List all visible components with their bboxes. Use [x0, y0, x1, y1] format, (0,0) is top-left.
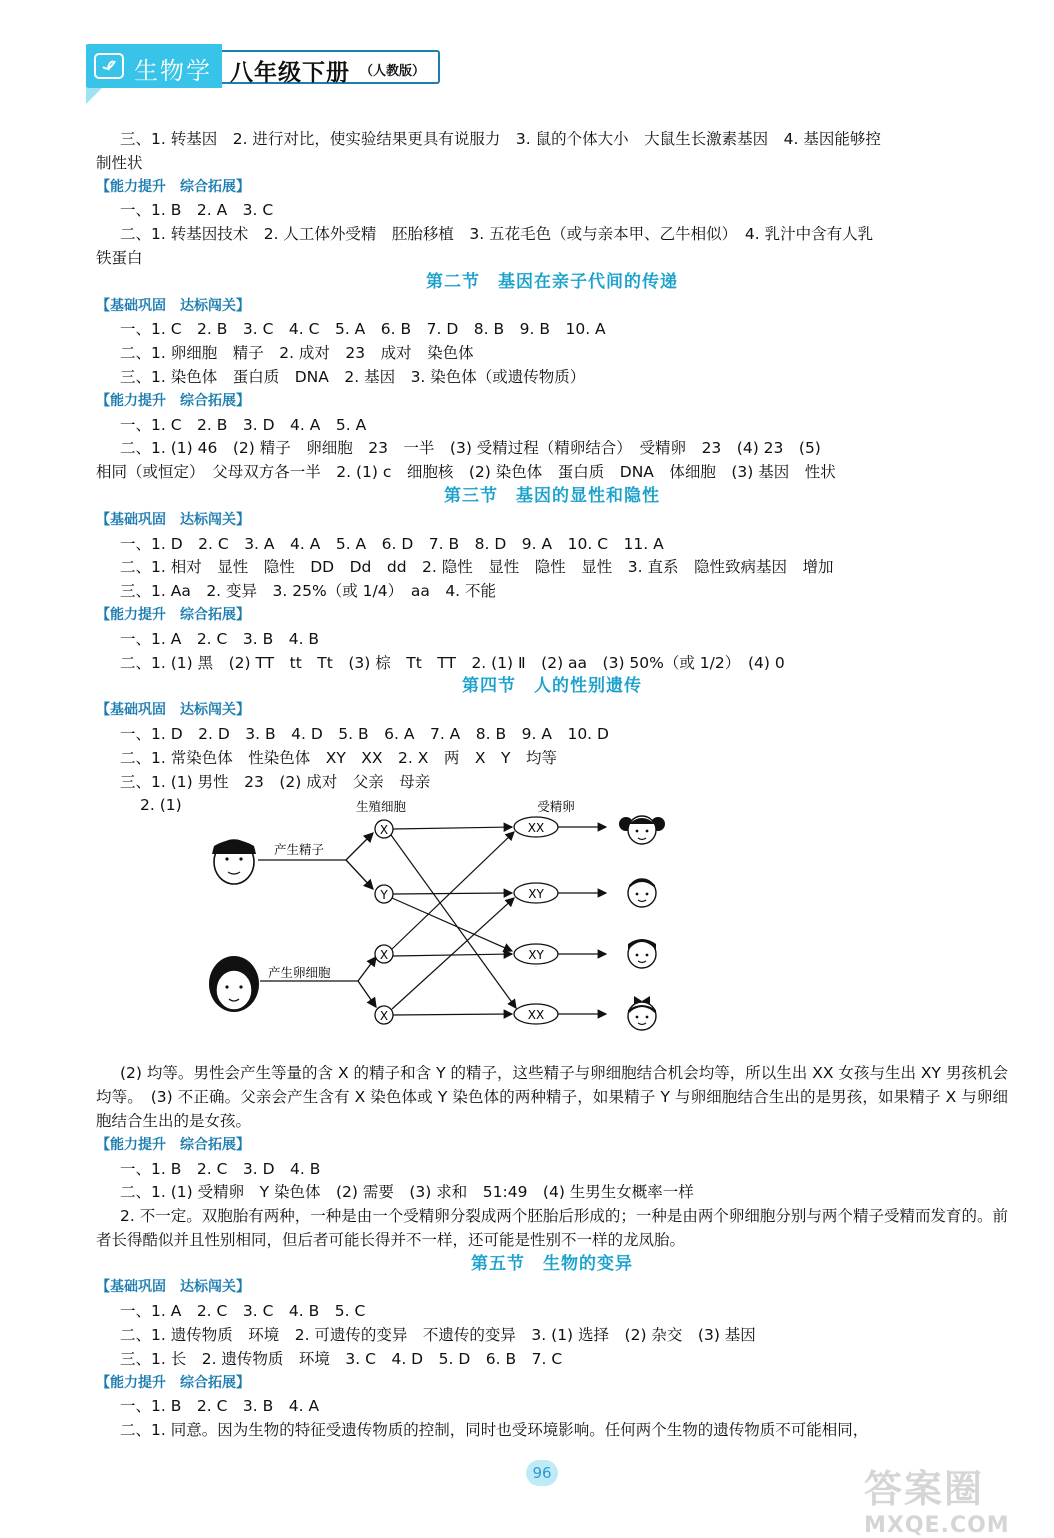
answer-line: 二、1. 转基因技术 2. 人工体外受精 胚胎移植 3. 五花毛色（或与亲本甲、乙牛相似） 4. 乳汁中含有人乳 [120, 225, 874, 244]
section-title: 第三节 基因的显性和隐性 [444, 485, 660, 506]
edition-label: （人教版） [360, 64, 426, 79]
zygote-label: XX [527, 821, 545, 836]
page-number: 96 [526, 1460, 558, 1486]
zygote-xy [514, 944, 558, 964]
answer-line: 三、1. 长 2. 遗传物质 环境 3. C 4. D 5. D 6. B 7. C [120, 1349, 563, 1368]
subject-title: 生物学 [134, 57, 212, 85]
germ-label: Y [380, 888, 388, 903]
germ-cell-sperm-y [375, 885, 393, 903]
answer-line: 铁蛋白 [96, 248, 143, 267]
answer-line: 二、1. (1) 黑 (2) TT tt Tt (3) 棕 Tt TT 2. (1) Ⅱ (2) aa (3) 50%（或 1/2） (4) 0 [120, 653, 785, 672]
answer-line: 二、1. (1) 受精卵 Y 染色体 (2) 需要 (3) 求和 51:49 (4) 生男生女概率一样 [120, 1183, 694, 1202]
zygote-label: XX [527, 1008, 545, 1023]
answer-line: 相同（或恒定） 父母双方各一半 2. (1) c 细胞核 (2) 染色体 蛋白质 DNA 体细胞 (3) 基因 性状 [96, 463, 836, 482]
col-zygote-header: 受精卵 [537, 799, 575, 815]
practice-tag: 【能力提升 综合拓展】 [96, 392, 250, 409]
zygote-label: XY [528, 948, 544, 963]
practice-tag: 【能力提升 综合拓展】 [96, 178, 250, 195]
answer-line: 一、1. A 2. C 3. B 4. B [120, 629, 320, 648]
answer-line: 一、1. D 2. D 3. B 4. D 5. B 6. A 7. A 8. B 9. A 10. D [120, 724, 609, 743]
answer-line: 二、1. 同意。因为生物的特征受遗传物质的控制，同时也受环境影响。任何两个生物的遗传物质不可能相同， [120, 1421, 869, 1440]
boy-face-icon [628, 939, 656, 968]
girl-face-icon [619, 816, 665, 844]
germ-cell-sperm-x [375, 820, 393, 838]
sex-inheritance-diagram [96, 794, 1008, 1062]
answer-paragraph: (2) 均等。男性会产生等量的含 X 的精子和含 Y 的精子，这些精子与卵细胞结合机会均等，所以生出 XX 女孩与生出 XY 男孩机会均等。 (3) 不正确。父亲会产生含有 X 染色体或 Y 染色体的两种精子，如果精子 Y 与卵细胞结合生出的是男孩，如果精子 X 与卵细胞结合生出的是女孩。 [96, 1064, 1008, 1130]
answer-line: 二、1. 相对 显性 隐性 DD Dd dd 2. 隐性 显性 隐性 显性 3. 直系 隐性致病基因 增加 [120, 558, 834, 577]
answer-line: 一、1. A 2. C 3. C 4. B 5. C [120, 1302, 366, 1321]
answer-line: 一、1. B 2. C 3. D 4. B [120, 1159, 321, 1178]
section-title: 第五节 生物的变异 [471, 1253, 633, 1274]
answer-line: 二、1. (1) 46 (2) 精子 卵细胞 23 一半 (3) 受精过程（精卵结合） 受精卵 23 (4) 23 (5) [120, 439, 821, 458]
father-face-icon [212, 840, 256, 884]
answer-line: 一、1. C 2. B 3. D 4. A 5. A [120, 415, 367, 434]
answer-line: 三、1. Aa 2. 变异 3. 25%（或 1/4） aa 4. 不能 [120, 582, 497, 601]
banner-tail [86, 88, 102, 104]
zygote-xx [514, 1004, 558, 1024]
watermark-text: 答案圈 [864, 1467, 985, 1511]
diagram-svg [96, 794, 696, 1062]
zygote-label: XY [528, 887, 544, 902]
answer-content [96, 128, 1008, 1443]
answer-line: 二、1. 遗传物质 环境 2. 可遗传的变异 不遗传的变异 3. (1) 选择 (2) 杂交 (3) 基因 [120, 1326, 756, 1345]
diagram-label: 2. (1) [140, 796, 182, 815]
answer-line: 一、1. B 2. C 3. B 4. A [120, 1397, 320, 1416]
zygote-xx [514, 817, 558, 837]
practice-tag: 【基础巩固 达标闯关】 [96, 702, 250, 719]
book-header [86, 44, 446, 106]
germ-label: X [379, 948, 389, 963]
answer-line: 一、1. B 2. A 3. C [120, 201, 274, 220]
answer-line: 一、1. D 2. C 3. A 4. A 5. A 6. D 7. B 8. D 9. A 10. C 11. A [120, 534, 664, 553]
father-label: 产生精子 [274, 842, 325, 858]
answer-line: 一、1. C 2. B 3. C 4. C 5. A 6. B 7. D 8. B 9. B 10. A [120, 320, 606, 339]
watermark-logo [864, 1458, 1024, 1538]
practice-tag: 【能力提升 综合拓展】 [96, 606, 250, 623]
answer-line: 制性状 [96, 153, 143, 172]
col-germ-header: 生殖细胞 [355, 799, 407, 815]
leaf-icon [94, 53, 124, 79]
germ-cell-egg-x2 [375, 1006, 393, 1024]
mother-face-icon [209, 956, 259, 1012]
grade-label: 八年级下册 [230, 60, 350, 86]
practice-tag: 【能力提升 综合拓展】 [96, 1374, 250, 1391]
answer-line: 三、1. 染色体 蛋白质 DNA 2. 基因 3. 染色体（或遗传物质） [120, 367, 586, 386]
answer-line: 二、1. 常染色体 性染色体 XY XX 2. X 两 X Y 均等 [120, 748, 557, 767]
practice-tag: 【基础巩固 达标闯关】 [96, 511, 250, 528]
mother-label: 产生卵细胞 [268, 965, 331, 981]
germ-cell-egg-x1 [375, 945, 393, 963]
answer-line: 三、1. (1) 男性 23 (2) 成对 父亲 母亲 [120, 772, 431, 791]
boy-face-icon [628, 879, 656, 907]
zygote-xy [514, 883, 558, 903]
practice-tag: 【基础巩固 达标闯关】 [96, 297, 250, 314]
section-title: 第四节 人的性别遗传 [462, 676, 642, 697]
practice-tag: 【基础巩固 达标闯关】 [96, 1279, 250, 1296]
answer-line: 二、1. 卵细胞 精子 2. 成对 23 成对 染色体 [120, 344, 474, 363]
answer-line: 三、1. 转基因 2. 进行对比，使实验结果更具有说服力 3. 鼠的个体大小 大鼠生长激素基因 4. 基因能够控 [120, 130, 881, 148]
germ-label: X [379, 1009, 389, 1024]
watermark-url: MXQE.COM [864, 1513, 1010, 1538]
practice-tag: 【能力提升 综合拓展】 [96, 1136, 250, 1153]
germ-label: X [379, 823, 389, 838]
grade-box [222, 50, 440, 84]
girl-bow-face-icon [628, 996, 656, 1030]
section-title: 第二节 基因在亲子代间的传递 [426, 271, 678, 292]
subject-banner [86, 44, 222, 88]
answer-paragraph: 2. 不一定。双胞胎有两种，一种是由一个受精卵分裂成两个胚胎后形成的；一种是由两个卵细胞分别与两个精子受精而发育的。前者长得酷似并且性别相同，但后者可能长得并不一样，还可能是性别不一样的龙凤胎。 [96, 1207, 1008, 1249]
